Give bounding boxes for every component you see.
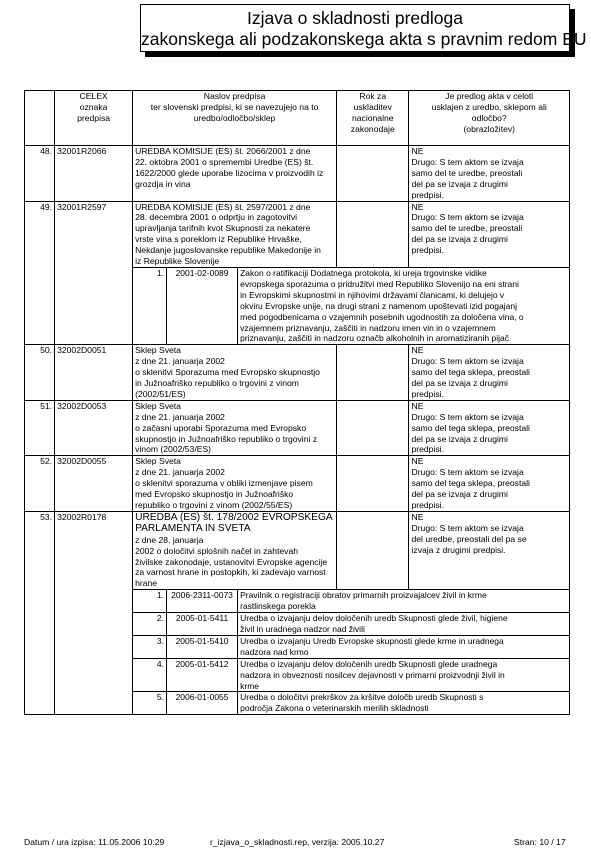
- regulation-title: [133, 456, 337, 512]
- header-compliance-line: odločbo?: [471, 112, 507, 123]
- compliance-answer-line: samo del tega sklepa, preostali: [411, 478, 530, 489]
- regulation-title-line: Sklep Sveta: [135, 400, 181, 411]
- related-regulation-inner-row: [133, 659, 569, 692]
- related-regulation-table: [133, 268, 569, 344]
- related-title-line: priznavanju, zaščiti in nadzoru označb alkoholnih in aromatiziranih pijač: [240, 333, 509, 344]
- header-deadline-line: zakonodaje: [350, 123, 395, 134]
- header-title-line: ter slovenski predpisi, ki se navezujejo na to: [150, 101, 319, 112]
- compliance-answer-line: NE: [411, 511, 424, 522]
- regulation-title-main-line: PARLAMENTA IN SVETA: [135, 523, 251, 535]
- related-title-line: Uredba o določitvi prekrškov za kršitve določb uredb Skupnosti s: [240, 692, 484, 703]
- regulation-title: [133, 400, 337, 456]
- header-number: [25, 91, 55, 146]
- related-regulation-table: [133, 636, 569, 658]
- regulation-title: [133, 345, 337, 401]
- related-id: 2001-02-0089: [166, 268, 237, 344]
- compliance-answer-line: NE: [411, 456, 424, 467]
- regulation-title-line: z dne 28. januarja: [135, 534, 204, 545]
- related-title-line: nadzora in obveznosti nosilcev dejavnosti v primarni proizvodnji živil in: [240, 669, 505, 680]
- related-regulation-table: [133, 613, 569, 635]
- compliance-answer-line: Drugo: S tem aktom se izvaja: [411, 356, 524, 367]
- header-celex: [55, 91, 133, 146]
- header-deadline-line: Rok za: [359, 91, 387, 101]
- regulation-title-line: republiko o trgovini z vinom (2002/55/ES): [135, 500, 293, 510]
- related-regulation-cell: [133, 658, 570, 692]
- related-title-line: Uredba o izvajanju delov določenih uredb Skupnosti glede živil, higiene: [240, 613, 508, 624]
- related-title: [238, 613, 569, 635]
- compliance-answer-line: Drugo: S tem aktom se izvaja: [411, 467, 524, 478]
- related-id: 2006-01-0055: [166, 692, 237, 714]
- related-regulation-cell: [133, 692, 570, 715]
- related-title-line: vzajemnem priznavanju, zaščiti in nadzoru imen vin in o vzajemnem: [240, 322, 496, 333]
- regulation-title-line: UREDBA KOMISIJE (ES) št. 2597/2001 z dne: [135, 201, 311, 212]
- row-number: 50.: [25, 345, 55, 401]
- regulation-title-line: živilske zakonodaje, ustanovitvi Evropske agencije: [135, 556, 328, 567]
- related-regulation-inner-row: [133, 613, 569, 635]
- regulation-title-line: o sklenitvi Sporazuma med Evropsko skupnostjo: [135, 367, 320, 378]
- related-title-line: področja Zakona o veterinarskih merilih skladnosti: [240, 703, 429, 714]
- compliance-answer-line: NE: [411, 201, 424, 212]
- regulation-title-line: UREDBA KOMISIJE (ES) št. 2066/2001 z dne: [135, 146, 311, 156]
- regulation-title-line: vinom (2002/53/ES): [135, 444, 212, 455]
- compliance-answer-line: del pa se izvaja z drugimi: [411, 378, 508, 389]
- related-number: 4.: [133, 659, 166, 692]
- header-celex-line: oznaka: [79, 101, 108, 112]
- document-title: [140, 4, 587, 52]
- table-header-row: [25, 91, 570, 146]
- related-title-line: okviru Evropske unije, na drugi strani z namenom upoštevati izid pogajanj: [240, 300, 517, 311]
- related-title: [238, 268, 569, 344]
- related-number: 3.: [133, 636, 166, 658]
- related-regulation-table: [133, 590, 569, 612]
- compliance-answer-line: samo del tega sklepa, preostali: [411, 422, 530, 433]
- regulation-title-line: 2002 o določitvi splošnih načel in zahtevah: [135, 545, 299, 556]
- table-row: [25, 201, 570, 267]
- header-title: [133, 91, 337, 146]
- table-row: [25, 511, 570, 589]
- related-regulation-table: [133, 659, 569, 692]
- compliance-answer: [409, 201, 570, 267]
- regulation-title-line: (2002/51/ES): [135, 388, 186, 399]
- compliance-answer-line: del uredbe, preostali del pa se: [411, 533, 527, 544]
- related-regulation-inner-row: [133, 636, 569, 658]
- regulation-title-line: z dne 21. januarja 2002: [135, 411, 225, 422]
- compliance-answer-line: NE: [411, 400, 424, 411]
- regulation-title-line: o sklenitvi sporazuma v obliki izmenjave pisem: [135, 478, 313, 489]
- regulation-title-line: 22. oktobra 2001 o spremembi Uredbe (ES) št.: [135, 156, 314, 167]
- row-number: 49.: [25, 201, 55, 345]
- table-row: [25, 146, 570, 202]
- regulation-title-line: upravljanja tarifnih kvot Skupnosti za nekatere: [135, 223, 311, 234]
- header-celex-line: predpisa: [77, 112, 111, 123]
- deadline-cell: [337, 456, 409, 512]
- related-regulation-table: [133, 692, 569, 714]
- related-title: [238, 636, 569, 658]
- compliance-answer-line: del pa se izvaja z drugimi: [411, 234, 508, 245]
- compliance-answer-line: del pa se izvaja z drugimi: [411, 178, 508, 189]
- deadline-cell: [337, 345, 409, 401]
- regulation-title-line: med Evropsko skupnostjo in Južnoafriško: [135, 489, 294, 500]
- compliance-answer-line: Drugo: S tem aktom se izvaja: [411, 522, 524, 533]
- celex-code: 32001R2597: [55, 201, 133, 345]
- regulation-title-line: grozdja in vina: [135, 178, 191, 189]
- related-id: 2005-01-5412: [166, 659, 237, 692]
- related-title-line: živil in uradnega nadzor nad živili: [240, 623, 365, 634]
- header-compliance: [409, 91, 570, 146]
- compliance-answer-line: predpisi.: [411, 245, 444, 256]
- related-title-line: in Evropskimi skupnostmi in njihovimi državami članicami, ki delujejo v: [240, 289, 505, 300]
- footer-page-number: Stran: 10 / 17: [514, 837, 566, 847]
- related-title-line: Zakon o ratifikaciji Dodatnega protokola, ki ureja trgovinske vidike: [240, 267, 487, 278]
- celex-code: 32002D0051: [55, 345, 133, 401]
- compliance-answer: [409, 511, 570, 589]
- related-number: 2.: [133, 613, 166, 635]
- regulation-title-line: iz Republike Slovenije: [135, 256, 220, 267]
- related-regulation-cell: [133, 613, 570, 636]
- related-title: [238, 692, 569, 714]
- compliance-answer-line: NE: [411, 146, 424, 156]
- compliance-answer-line: del pa se izvaja z drugimi: [411, 489, 508, 500]
- regulation-title-line: hrane: [135, 578, 158, 589]
- related-title-line: evropskega sporazuma o pridružitvi med Republiko Slovenijo na eni strani: [240, 278, 519, 289]
- related-regulation-cell: [133, 635, 570, 658]
- title-line-1: Izjava o skladnosti predloga: [247, 8, 463, 28]
- compliance-answer-line: Drugo: S tem aktom se izvaja: [411, 156, 524, 167]
- deadline-cell: [337, 400, 409, 456]
- related-number: 1.: [133, 268, 166, 344]
- header-deadline-line: nacionalne: [351, 112, 394, 123]
- regulation-title-line: in Južnoafriško republiko o trgovini z vinom: [135, 378, 299, 389]
- regulation-title-line: vrste vina s poreklom iz Republike Hrvaške,: [135, 234, 302, 245]
- related-title-line: krme: [240, 680, 259, 691]
- compliance-answer-line: Drugo: S tem aktom se izvaja: [411, 212, 524, 223]
- related-title: [238, 590, 569, 612]
- header-compliance-line: (obrazložitev): [463, 123, 516, 134]
- regulation-title-line: skupnostjo in Južnoafriško republiko o trgovini z: [135, 433, 318, 444]
- table-row: [25, 345, 570, 401]
- regulation-title-line: Sklep Sveta: [135, 456, 181, 467]
- compliance-answer-line: NE: [411, 345, 424, 356]
- regulation-title-line: 28. decembra 2001 o odprtju in zagotovitvi: [135, 212, 298, 223]
- regulation-title-line: Sklep Sveta: [135, 345, 181, 356]
- header-deadline: [337, 91, 409, 146]
- row-number: 52.: [25, 456, 55, 512]
- regulation-title-main-line: UREDBA (ES) št. 178/2002 EVROPSKEGA: [135, 511, 333, 523]
- celex-code: 32002D0053: [55, 400, 133, 456]
- regulation-title-line: 1622/2000 glede uporabe lizocima v proizvodih iz: [135, 167, 324, 178]
- related-title: [238, 659, 569, 692]
- regulation-title-line: za varnost hrane in postopkih, ki zadevajo varnost: [135, 567, 326, 578]
- header-title-line: uredbo/odločbo/sklep: [193, 112, 276, 123]
- related-title-line: med pogodbenicama o vzajemnih posebnih ugodnostih za določena vina, o: [240, 311, 524, 322]
- regulation-title-line: z dne 21. januarja 2002: [135, 356, 225, 367]
- regulation-title-line: o začasni uporabi Sporazuma med Evropsko: [135, 422, 307, 433]
- table-row: [25, 456, 570, 512]
- compliance-answer-line: samo del tega sklepa, preostali: [411, 367, 530, 378]
- row-number: 51.: [25, 400, 55, 456]
- compliance-answer-line: predpisi.: [411, 444, 444, 455]
- related-number: 1.: [133, 590, 166, 612]
- regulation-title-line: Nekdanje jugoslovanske republike Makedonije in: [135, 245, 321, 256]
- related-regulation-inner-row: [133, 268, 569, 344]
- row-number: 48.: [25, 146, 55, 202]
- compliance-answer-line: izvaja z drugimi predpisi.: [411, 544, 506, 555]
- compliance-answer-line: Drugo: S tem aktom se izvaja: [411, 411, 524, 422]
- deadline-cell: [337, 146, 409, 202]
- deadline-cell: [337, 201, 409, 267]
- compliance-answer-line: samo del te uredbe, preostali: [411, 223, 523, 234]
- compliance-answer-line: predpisi.: [411, 500, 444, 510]
- related-regulation-inner-row: [133, 590, 569, 612]
- compliance-answer: [409, 345, 570, 401]
- related-title-line: Uredba o izvajanju delov določenih uredb Skupnosti glede uradnega: [240, 658, 498, 669]
- header-compliance-line: usklajen z uredbo, sklepom ali: [431, 101, 547, 112]
- related-title-line: nadzora nad krmo: [240, 646, 309, 657]
- header-compliance-line: Je predlog akta v celoti: [445, 91, 534, 101]
- regulation-title-line: z dne 21. januarja 2002: [135, 467, 225, 478]
- compliance-answer: [409, 456, 570, 512]
- header-celex-line: CELEX: [79, 91, 108, 101]
- footer-print-date: Datum / ura izpisa: 11.05.2006 10:29: [24, 837, 165, 847]
- related-id: 2005-01-5411: [166, 613, 237, 635]
- related-regulation-cell: [133, 267, 570, 344]
- related-title-line: Uredba o izvajanju Uredb Evropske skupnosti glede krme in uradnega: [240, 635, 504, 646]
- table-row: [25, 400, 570, 456]
- compliance-answer: [409, 146, 570, 202]
- compliance-answer-line: predpisi.: [411, 189, 444, 200]
- compliance-answer-line: samo del te uredbe, preostali: [411, 167, 523, 178]
- regulation-title: [133, 511, 337, 589]
- regulation-title: [133, 146, 337, 202]
- related-regulation-cell: [133, 590, 570, 613]
- row-number: 53.: [25, 511, 55, 714]
- related-id: 2005-01-5410: [166, 636, 237, 658]
- compliance-table: [24, 90, 570, 715]
- footer-report-version: r_izjava_o_skladnosti.rep, verzija: 2005.10.27: [210, 837, 385, 847]
- celex-code: 32002D0055: [55, 456, 133, 512]
- celex-code: 32001R2066: [55, 146, 133, 202]
- regulation-title: [133, 201, 337, 267]
- related-number: 5.: [133, 692, 166, 714]
- deadline-cell: [337, 511, 409, 589]
- related-regulation-inner-row: [133, 692, 569, 714]
- related-title-line: Pravilnik o registraciji obratov primarnih proizvajalcev živil in krme: [240, 590, 487, 601]
- title-line-2: zakonskega ali podzakonskega akta s pravnim redom EU: [141, 29, 587, 49]
- celex-code: 32002R0178: [55, 511, 133, 714]
- related-id: 2006-2311-0073: [166, 590, 237, 612]
- header-deadline-line: uskladitev: [353, 101, 392, 112]
- compliance-answer-line: predpisi.: [411, 388, 444, 399]
- header-title-line: Naslov predpisa: [203, 91, 266, 101]
- compliance-answer: [409, 400, 570, 456]
- related-title-line: rastlinskega porekla: [240, 601, 316, 612]
- compliance-answer-line: del pa se izvaja z drugimi: [411, 433, 508, 444]
